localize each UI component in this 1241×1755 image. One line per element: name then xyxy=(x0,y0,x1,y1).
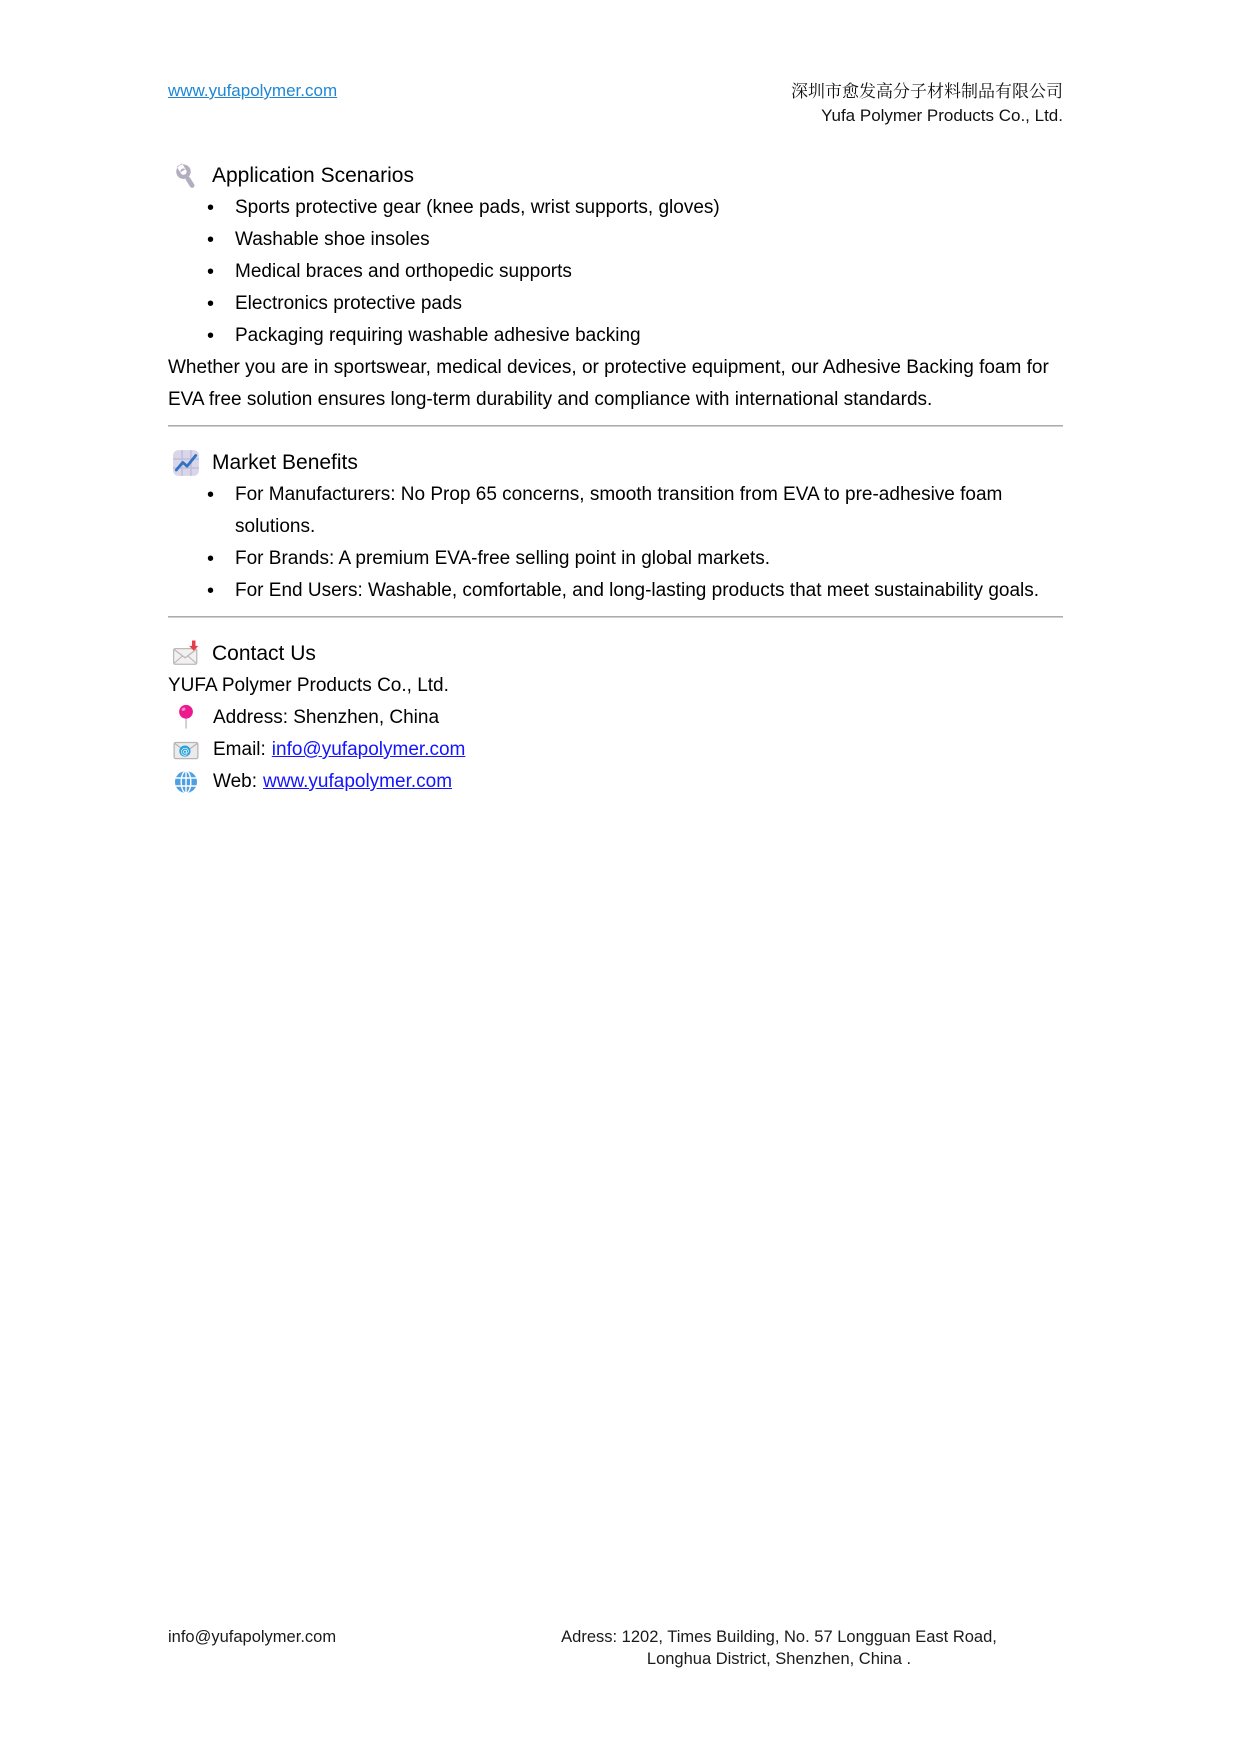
market-benefits-heading xyxy=(168,447,1063,479)
section-title: Contact Us xyxy=(212,642,316,665)
round-pushpin-icon xyxy=(172,704,200,732)
list-item: • Medical braces and orthopedic supports xyxy=(168,256,1063,288)
section-title: Application Scenarios xyxy=(212,164,414,187)
list-item: • For End Users: Washable, comfortable, and long-lasting products that meet sustainability goals. xyxy=(168,575,1063,607)
list-item: • For Manufacturers: No Prop 65 concerns, smooth transition from EVA to pre-adhesive foam solutions. xyxy=(168,479,1063,543)
section-title: Market Benefits xyxy=(212,451,358,474)
company-name-en: Yufa Polymer Products Co., Ltd. xyxy=(821,106,1063,125)
contact-company-name: YUFA Polymer Products Co., Ltd. xyxy=(168,675,449,696)
header-site-link[interactable]: www.yufapolymer.com xyxy=(168,81,338,100)
chart-increasing-icon xyxy=(172,449,200,477)
contact-email-row xyxy=(168,734,1063,766)
header-company-block xyxy=(791,80,1063,128)
footer-email: info@yufapolymer.com xyxy=(168,1628,337,1646)
envelope-arrow-icon xyxy=(172,640,200,668)
footer-address-line1: Adress: 1202, Times Building, No. 57 Longguan East Road, xyxy=(561,1628,997,1646)
document-body xyxy=(168,128,1063,798)
contact-us-heading xyxy=(168,638,1063,670)
page-header xyxy=(168,80,1063,128)
email-icon xyxy=(172,736,200,764)
web-link[interactable]: www.yufapolymer.com xyxy=(263,771,453,792)
list-item: • Washable shoe insoles xyxy=(168,224,1063,256)
globe-icon xyxy=(172,768,200,796)
wrench-icon xyxy=(172,162,200,190)
application-outro-paragraph: Whether you are in sportswear, medical devices, or protective equipment, our Adhesive Backing foam for EVA free solution ensures long-term durability and compliance with international standards. xyxy=(168,357,1049,410)
web-label: Web: xyxy=(213,771,258,792)
page-footer xyxy=(168,1625,1063,1671)
application-bullet-list xyxy=(168,192,1063,352)
list-item: • Electronics protective pads xyxy=(168,288,1063,320)
section-divider xyxy=(168,616,1063,618)
footer-address-line2: Longhua District, Shenzhen, China . xyxy=(646,1650,912,1668)
market-bullet-list xyxy=(168,479,1063,607)
list-item: • Packaging requiring washable adhesive backing xyxy=(168,320,1063,352)
svg-text:@: @ xyxy=(180,746,190,757)
contact-web-row xyxy=(168,766,1063,798)
email-link[interactable]: info@yufapolymer.com xyxy=(271,739,466,760)
page-whitespace xyxy=(0,798,1241,1625)
list-item: • Sports protective gear (knee pads, wrist supports, gloves) xyxy=(168,192,1063,224)
footer-address xyxy=(524,1626,1034,1670)
contact-address-row xyxy=(168,702,1063,734)
email-label: Email: xyxy=(213,739,266,760)
application-scenarios-heading xyxy=(168,160,1063,192)
list-item: • For Brands: A premium EVA-free selling point in global markets. xyxy=(168,543,1063,575)
contact-address-text: Address: Shenzhen, China xyxy=(213,707,440,728)
company-name-cn: 深圳市愈发高分子材料制品有限公司 xyxy=(791,82,1063,101)
section-divider xyxy=(168,425,1063,427)
